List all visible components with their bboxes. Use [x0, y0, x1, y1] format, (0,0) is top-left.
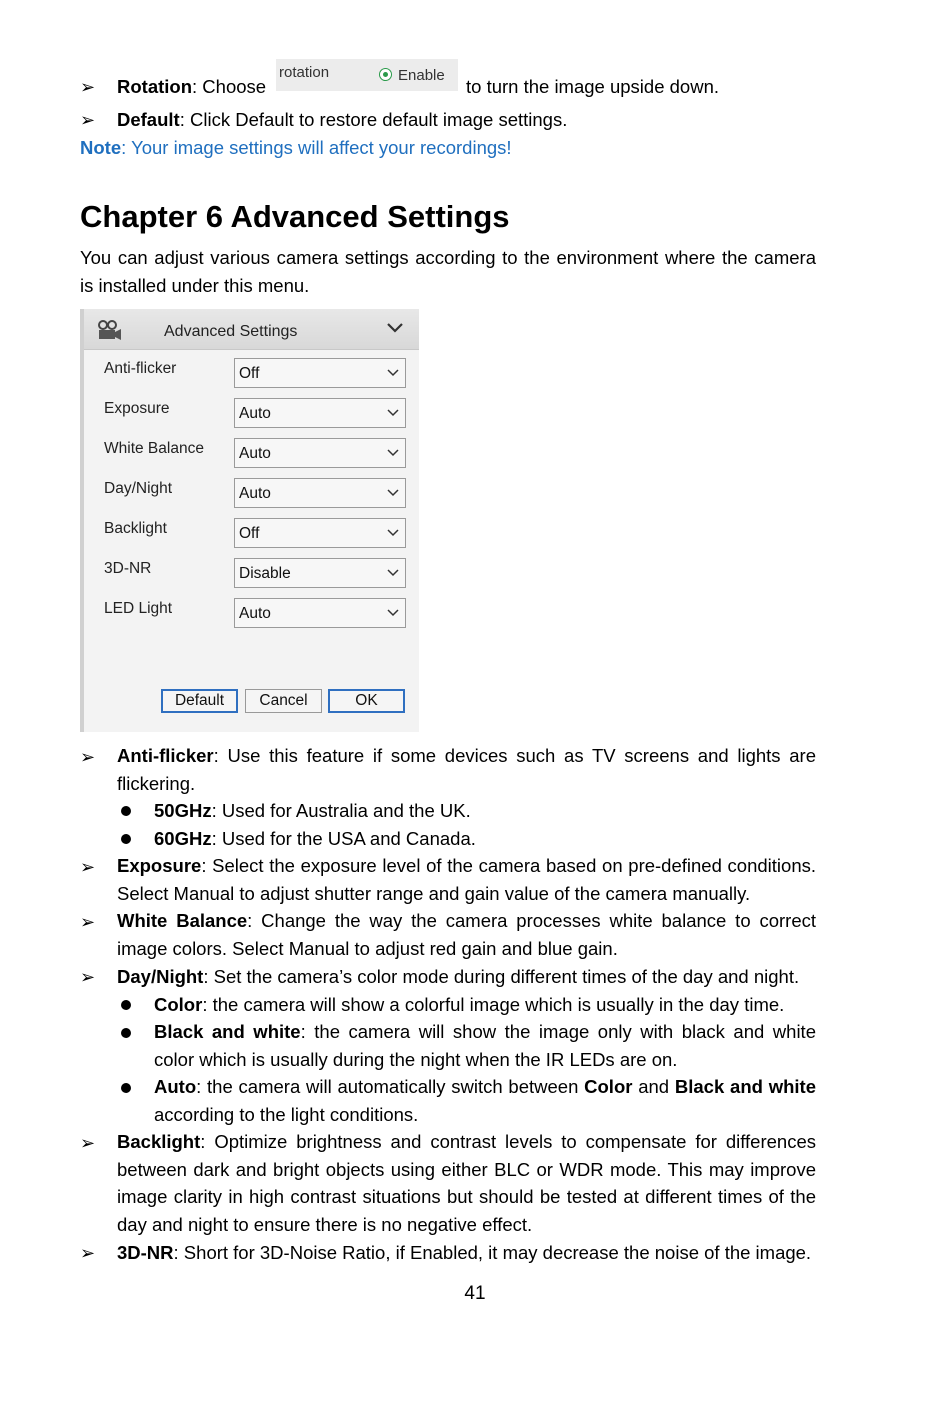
color-text: : the camera will show a colorful image which is usually in the day time.: [202, 994, 785, 1015]
exposure-term: Exposure: [117, 855, 202, 876]
backlight-term: Backlight: [117, 1131, 201, 1152]
select-value: Off: [239, 365, 260, 382]
note-text: : Your image settings will affect your recordings!: [121, 137, 512, 158]
led-light-label: LED Light: [104, 600, 173, 617]
arrow-bullet: ➢: [80, 912, 96, 932]
exposure-text: : Select the exposure level of the camera based on pre-defined conditions. Select Manual to adjust shutter range and gain value of the camera manually.: [117, 855, 816, 904]
hz50-text: : Used for Australia and the UK.: [211, 800, 471, 821]
white-balance-text: : Change the way the camera processes white balance to correct image colors. Select Manual to adjust red gain and blue gain.: [117, 910, 816, 959]
rotation-widget-option: Enable: [398, 67, 445, 84]
3d-nr-label: 3D-NR: [104, 560, 152, 577]
hz50-item: [154, 800, 471, 822]
rotation-widget: [276, 59, 458, 91]
advanced-settings-panel: [80, 309, 419, 732]
led-light-select[interactable]: [234, 598, 406, 628]
dot-bullet: [121, 1028, 131, 1038]
arrow-bullet: ➢: [80, 1243, 96, 1263]
arrow-bullet: ➢: [80, 967, 96, 987]
exposure-label: Exposure: [104, 400, 170, 417]
chevron-down-icon: [387, 408, 399, 418]
camera-icon: [96, 319, 122, 341]
auto-text-2: according to the light conditions.: [154, 1103, 419, 1125]
panel-header[interactable]: [84, 309, 419, 350]
white-balance-label: White Balance: [104, 440, 204, 457]
select-value: Auto: [239, 485, 271, 502]
rotation-post: to turn the image upside down.: [466, 76, 719, 97]
anti-flicker-label: Anti-flicker: [104, 360, 177, 377]
chevron-down-icon: [387, 608, 399, 618]
default-text: : Click Default to restore default image settings.: [179, 109, 568, 130]
arrow-bullet: ➢: [80, 110, 96, 130]
anti-flicker-item: [117, 742, 816, 797]
arrow-bullet: ➢: [80, 1133, 96, 1153]
hz60-term: 60GHz: [154, 828, 212, 849]
note: [80, 137, 512, 159]
day-night-select[interactable]: [234, 478, 406, 508]
chevron-down-icon: [387, 568, 399, 578]
dot-bullet: [121, 834, 131, 844]
chevron-down-icon: [387, 448, 399, 458]
select-value: Disable: [239, 565, 291, 582]
day-night-term: Day/Night: [117, 966, 204, 987]
backlight-label: Backlight: [104, 520, 167, 537]
chapter-title: Chapter 6 Advanced Settings: [80, 199, 510, 234]
backlight-text: : Optimize brightness and contrast levels to compensate for differences between dark and bright objects using either BLC or WDR mode. This may improve image clarity in high contrast situations but should be tested at different times of the day and night to ensure there is no negative effect.: [117, 1131, 816, 1235]
chevron-down-icon: [387, 368, 399, 378]
panel-title: Advanced Settings: [164, 323, 298, 340]
rotation-widget-label: rotation: [279, 64, 330, 81]
day-night-item: [117, 966, 799, 988]
bw-term: Black and white: [154, 1021, 301, 1042]
radio-selected-icon[interactable]: [379, 68, 392, 81]
3d-nr-select[interactable]: [234, 558, 406, 588]
note-term: Note: [80, 137, 122, 158]
day-night-text: : Set the camera’s color mode during different times of the day and night.: [203, 966, 800, 987]
hz60-text: : Used for the USA and Canada.: [211, 828, 476, 849]
select-value: Off: [239, 525, 260, 542]
ok-button[interactable]: OK: [328, 689, 405, 713]
chevron-down-icon[interactable]: [386, 321, 404, 335]
default-term: Default: [117, 109, 180, 130]
3d-nr-text: : Short for 3D-Noise Ratio, if Enabled, it may decrease the noise of the image.: [173, 1242, 812, 1263]
bw-item: [154, 1018, 816, 1073]
rotation-item: [117, 76, 266, 98]
bw-text: : the camera will show the image only with black and white color which is usually during the night when the IR LEDs are on.: [154, 1021, 816, 1070]
white-balance-item: [117, 907, 816, 962]
color-term: Color: [154, 994, 203, 1015]
color-item: [154, 994, 784, 1016]
exposure-select[interactable]: [234, 398, 406, 428]
backlight-item: [117, 1128, 816, 1238]
page-number: 41: [464, 1283, 486, 1304]
select-value: Auto: [239, 445, 271, 462]
anti-flicker-text: : Use this feature if some devices such as TV screens and lights are flickering.: [117, 745, 816, 794]
dot-bullet: [121, 1000, 131, 1010]
chapter-intro: You can adjust various camera settings according to the environment where the camera is installed under this menu.: [80, 247, 816, 296]
chevron-down-icon: [387, 488, 399, 498]
auto-term-bw: Black and white: [674, 1076, 816, 1097]
exposure-item: [117, 852, 816, 907]
3d-nr-term: 3D-NR: [117, 1242, 174, 1263]
default-item: [117, 109, 567, 131]
backlight-select[interactable]: [234, 518, 406, 548]
select-value: Auto: [239, 605, 271, 622]
rotation-pre: : Choose: [192, 76, 267, 97]
auto-term: Auto: [154, 1076, 197, 1097]
dot-bullet: [121, 1083, 131, 1093]
rotation-term: Rotation: [117, 76, 193, 97]
auto-text-1: : the camera will automatically switch between: [196, 1076, 585, 1097]
hz50-term: 50GHz: [154, 800, 212, 821]
white-balance-select[interactable]: [234, 438, 406, 468]
anti-flicker-term: Anti-flicker: [117, 745, 214, 766]
select-value: Auto: [239, 405, 271, 422]
anti-flicker-select[interactable]: [234, 358, 406, 388]
hz60-item: [154, 828, 476, 850]
auto-item: [154, 1073, 816, 1128]
arrow-bullet: ➢: [80, 747, 96, 767]
3d-nr-item: [117, 1242, 811, 1264]
arrow-bullet: ➢: [80, 77, 96, 97]
dot-bullet: [121, 806, 131, 816]
default-button[interactable]: Default: [161, 689, 238, 713]
arrow-bullet: ➢: [80, 857, 96, 877]
chevron-down-icon: [387, 528, 399, 538]
cancel-button[interactable]: Cancel: [245, 689, 322, 713]
day-night-label: Day/Night: [104, 480, 173, 497]
auto-term-color: Color: [584, 1076, 633, 1097]
auto-and: and: [632, 1076, 675, 1097]
white-balance-term: White Balance: [117, 910, 248, 931]
